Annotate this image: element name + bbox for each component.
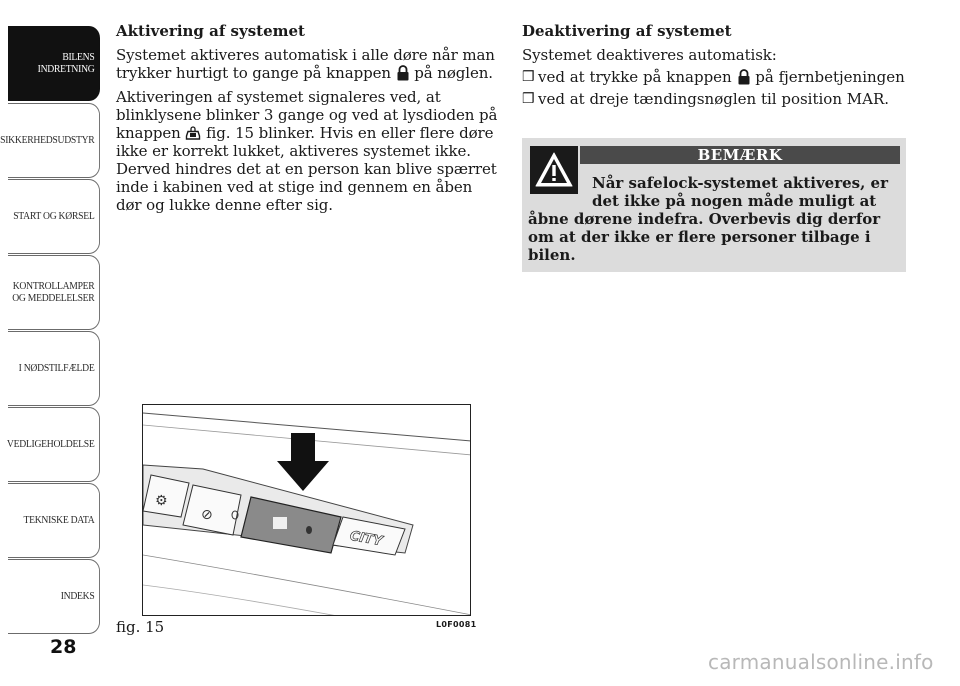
padlock-icon <box>737 69 751 85</box>
figure-15 <box>142 404 471 616</box>
arrow-down-icon <box>277 433 329 491</box>
paragraph-signal: Aktiveringen af systemet signaleres ved, at blinklysene blinker 3 gange og ved at lysdioden på knappen fig. 15 blinker. Hvis en eller flere døre ikke er korrekt lukket, aktiveres systemet ikke. Derved hindres det at en person kan blive spærret inde i kabinen ved at stige ind gennem en åben dør og lukke denne efter sig. <box>116 88 498 214</box>
checkbox-bullet-icon: ❒ <box>522 69 535 85</box>
city-button-label: CITY <box>348 528 384 550</box>
tab-indeks[interactable]: INDEKS <box>8 559 100 634</box>
figure-caption: fig. 15 <box>116 618 165 636</box>
svg-text:⚙: ⚙ <box>155 493 168 509</box>
tab-i-nodstilfaelde[interactable]: I NØDSTILFÆLDE <box>8 331 100 406</box>
watermark: carmanualsonline.info <box>708 650 934 674</box>
svg-text:⊘: ⊘ <box>201 507 213 523</box>
list-item: ❒ ved at trykke på knappen på fjernbetjeningen <box>522 68 905 86</box>
deactivation-intro: Systemet deaktiveres automatisk: <box>522 46 777 64</box>
tab-kontrollamper[interactable]: KONTROLLAMPER OG MEDDELELSER <box>8 255 100 330</box>
tab-vedligeholdelse[interactable]: VEDLIGEHOLDELSE <box>8 407 100 482</box>
padlock-icon <box>396 65 410 81</box>
heading-deaktivering: Deaktivering af systemet <box>522 22 732 40</box>
tab-tekniske-data[interactable]: TEKNISKE DATA <box>8 483 100 558</box>
warning-title: BEMÆRK <box>580 146 900 164</box>
page-number: 28 <box>50 636 77 658</box>
warning-text: Når safelock-systemet aktiveres, er det ikke på nogen måde muligt at åbne dørene indefra. Overbevis dig derfor om at der ikke er flere personer tilbage i bilen. <box>528 174 888 264</box>
checkbox-bullet-icon: ❒ <box>522 91 535 107</box>
tab-bilens-indretning[interactable]: BILENS INDRETNING <box>8 26 100 101</box>
car-lock-icon <box>185 125 201 141</box>
tab-sikkerhedsudstyr[interactable]: SIKKERHEDSUDSTYR <box>8 103 100 178</box>
warning-box <box>522 138 906 272</box>
figure-code: L0F0081 <box>436 620 477 629</box>
paragraph-activation: Systemet aktiveres automatisk i alle døre når man trykker hurtigt to gange på knappen på nøglen. <box>116 46 495 82</box>
tab-start-og-korsel[interactable]: START OG KØRSEL <box>8 179 100 254</box>
list-item: ❒ ved at dreje tændingsnøglen til position MAR. <box>522 90 890 108</box>
left-column <box>116 22 500 220</box>
dashboard-buttons-illustration <box>143 405 471 616</box>
right-column <box>522 22 906 112</box>
heading-aktivering: Aktivering af systemet <box>116 22 305 40</box>
